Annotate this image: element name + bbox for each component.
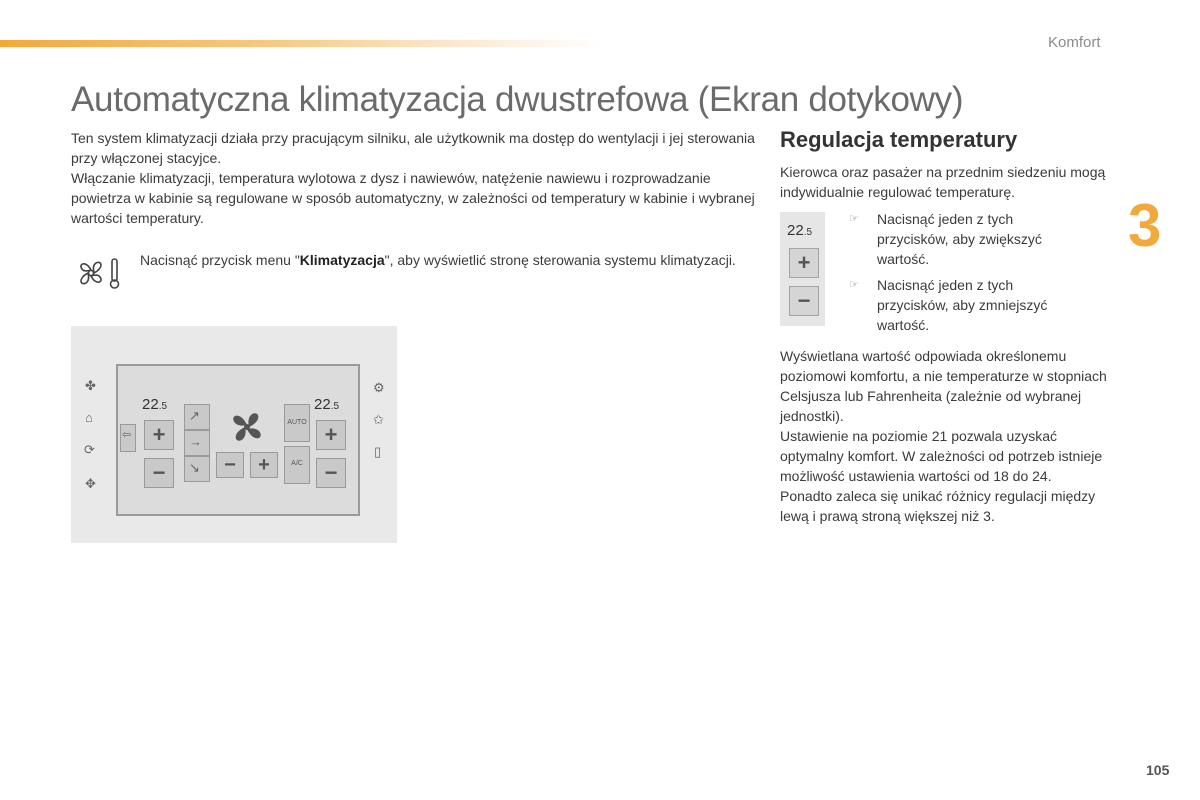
mini-temperature: 22.5 bbox=[787, 222, 813, 239]
bullet-text: Nacisnąć jeden z tych przycisków, aby zwiększyć wartość. bbox=[877, 211, 1042, 267]
right-temp-up-button[interactable]: + bbox=[316, 420, 346, 450]
menu-name-klimatyzacja: Klimatyzacja bbox=[299, 252, 385, 268]
auto-label: AUTO bbox=[287, 419, 307, 426]
intro-text bbox=[71, 128, 761, 228]
right-temp-down-button[interactable]: − bbox=[316, 458, 346, 488]
back-icon: ⇦ bbox=[122, 429, 132, 441]
pointing-hand-icon: ☞ bbox=[849, 213, 859, 225]
phone-icon: ▯ bbox=[374, 444, 382, 459]
left-temp-up-button[interactable]: + bbox=[144, 420, 174, 450]
ac-label: A/C bbox=[291, 460, 303, 467]
temperature-control-illustration bbox=[780, 212, 825, 326]
airflow-lower-icon: ↘ bbox=[189, 460, 200, 475]
settings-icon: ⚙ bbox=[373, 380, 385, 395]
fan-speed-down-button[interactable]: − bbox=[216, 452, 244, 478]
section-intro: Kierowca oraz pasażer na przednim siedzeniu mogą indywidualnie regulować temperaturę. bbox=[780, 164, 1106, 200]
airflow-middle-icon: → bbox=[189, 434, 202, 449]
navigation-icon: ✥ bbox=[85, 476, 96, 491]
climate-screen bbox=[116, 364, 360, 516]
body-paragraph: Ponadto zaleca się unikać różnicy regulacji między lewą i prawą stroną większej niż 3. bbox=[780, 488, 1096, 524]
fan-icon bbox=[226, 406, 268, 448]
menu-text-after: ", aby wyświetlić stronę sterowania systemu klimatyzacji. bbox=[384, 252, 736, 268]
touchscreen-illustration bbox=[71, 326, 397, 543]
car-icon: ⌂ bbox=[85, 410, 93, 425]
page-title: Automatyczna klimatyzacja dwustrefowa (Ekran dotykowy) bbox=[71, 80, 964, 119]
mini-plus-button[interactable]: + bbox=[789, 248, 819, 278]
explanation-text bbox=[780, 346, 1120, 526]
section-label: Komfort bbox=[1048, 34, 1101, 51]
fan-speed-up-button[interactable]: + bbox=[250, 452, 278, 478]
chapter-number: 3 bbox=[1128, 192, 1162, 259]
pointing-hand-icon: ☞ bbox=[849, 279, 859, 291]
body-paragraph: Ustawienie na poziomie 21 pozwala uzyskać optymalny komfort. W zależności od potrzeb istnieje możliwość ustawienia wartości od 18 do 24. bbox=[780, 428, 1103, 484]
menu-instruction bbox=[140, 250, 740, 270]
airflow-upper-icon: ↗ bbox=[189, 408, 200, 423]
right-temperature: 22.5 bbox=[314, 396, 340, 413]
mini-minus-button[interactable]: − bbox=[789, 286, 819, 316]
intro-paragraph: Ten system klimatyzacji działa przy pracującym silniku, ale użytkownik ma dostęp do wentylacji i jej sterowania przy włączonej stacyjce. bbox=[71, 130, 755, 166]
bullet-text: Nacisnąć jeden z tych przycisków, aby zmniejszyć wartość. bbox=[877, 277, 1048, 333]
favorite-icon: ✩ bbox=[373, 412, 384, 427]
header-accent-bar bbox=[0, 40, 600, 47]
left-temperature: 22.5 bbox=[142, 396, 168, 413]
intro-paragraph: Włączanie klimatyzacji, temperatura wylotowa z dysz i nawiewów, natężenie nawiewu i rozprowadzanie powietrza w kabinie są regulowane w sposób automatyczny, w zależności od temperatury w kabinie i wybranej wartości temperatury. bbox=[71, 170, 755, 226]
menu-text-before: Nacisnąć przycisk menu " bbox=[140, 252, 300, 268]
fan-temp-icon: ✤ bbox=[85, 378, 96, 393]
climate-menu-icon bbox=[76, 256, 126, 290]
recirculation-icon: ⟳ bbox=[84, 442, 95, 457]
page-number: 105 bbox=[1146, 762, 1170, 778]
body-paragraph: Wyświetlana wartość odpowiada określonemu poziomowi komfortu, a nie temperaturze w stopniach Celsjusza lub Fahrenheita (zależnie od wybranej jednostki). bbox=[780, 348, 1107, 424]
section-heading: Regulacja temperatury bbox=[780, 127, 1018, 152]
left-temp-down-button[interactable]: − bbox=[144, 458, 174, 488]
